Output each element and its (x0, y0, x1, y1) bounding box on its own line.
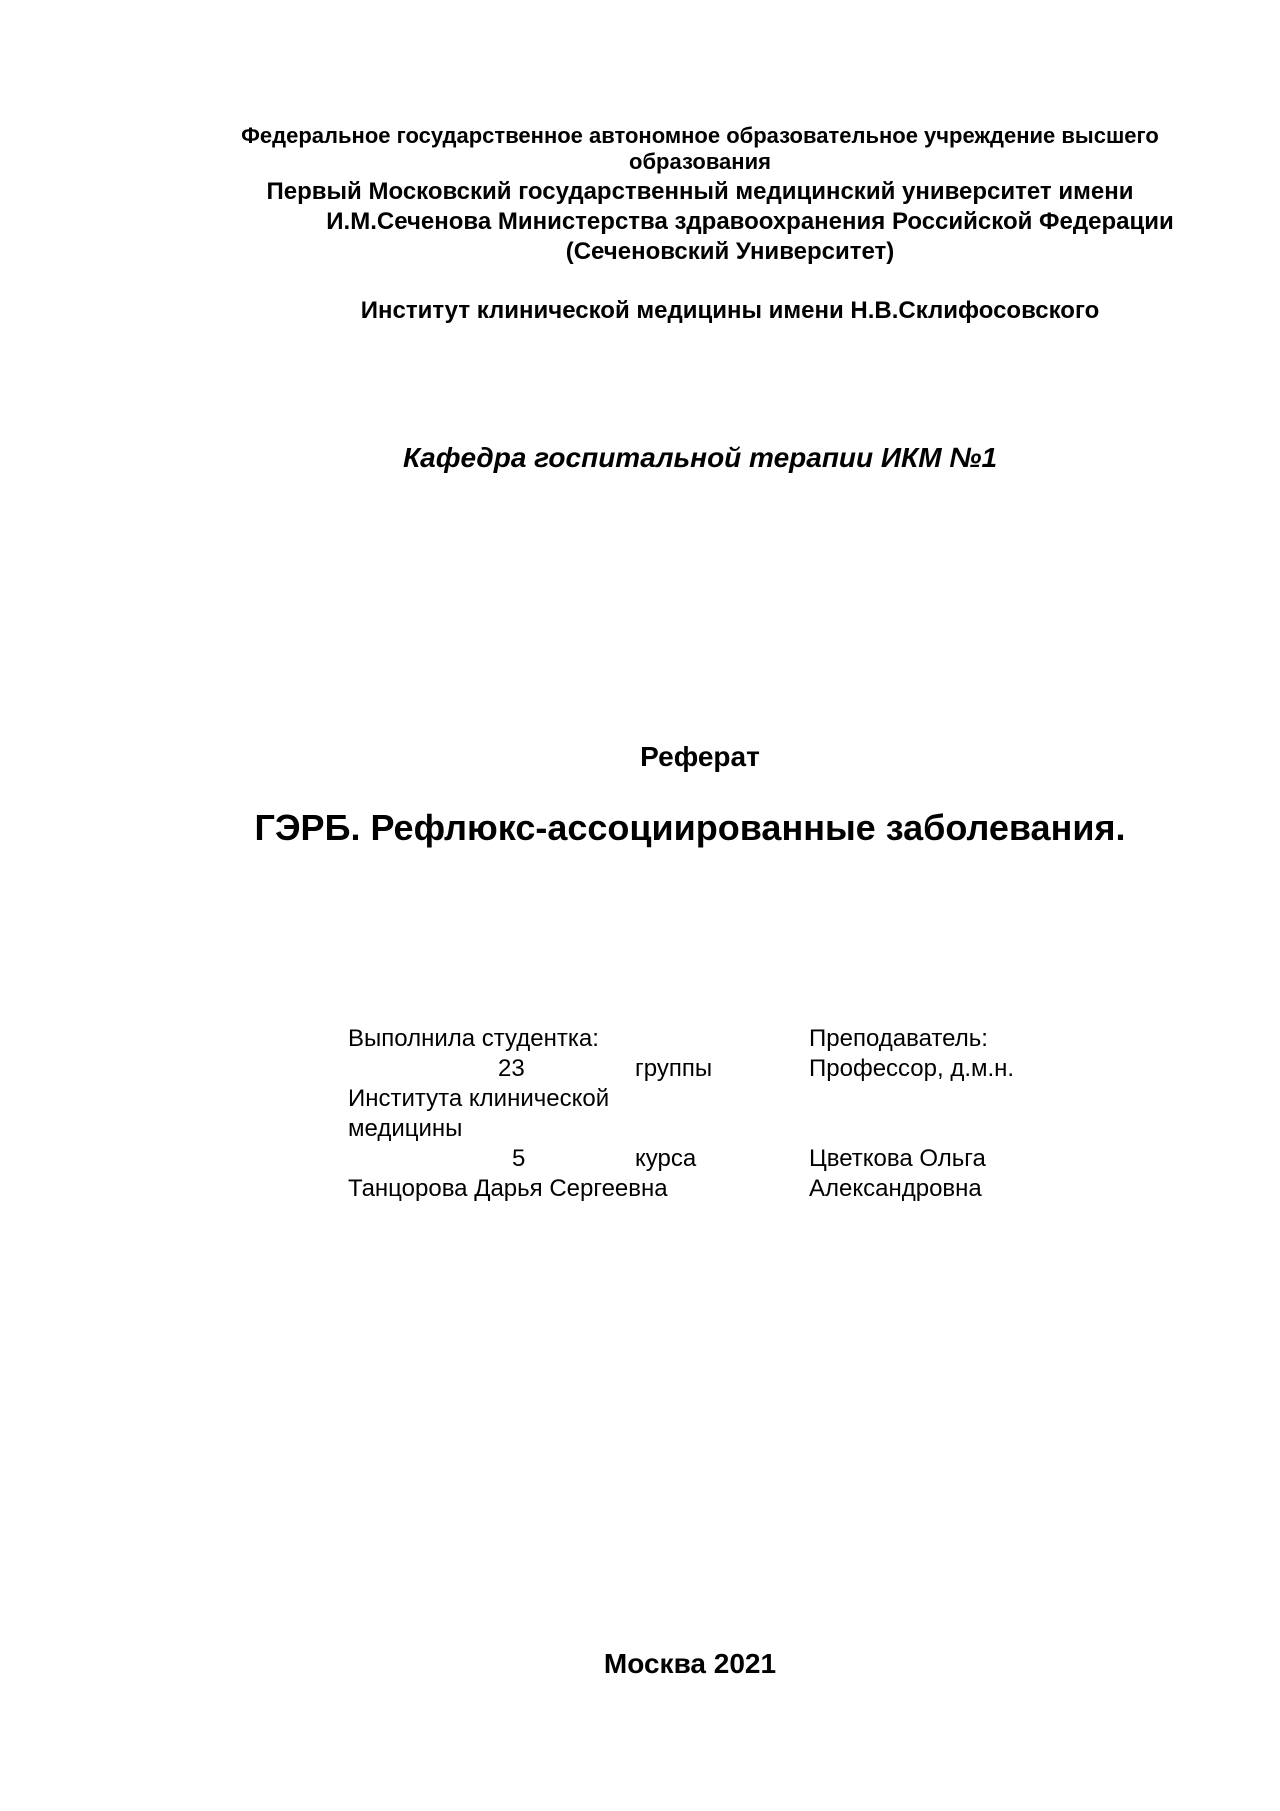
teacher-name-line-1: Цветкова Ольга (809, 1145, 986, 1172)
header-line-2: образования (629, 149, 771, 174)
teacher-name-line-2: Александровна (809, 1175, 982, 1202)
department-name: Кафедра госпитальной терапии ИКМ №1 (402, 442, 998, 473)
student-group-number: 23 (498, 1055, 525, 1082)
teacher-heading: Преподаватель: (809, 1025, 988, 1052)
teacher-position: Профессор, д.м.н. (809, 1055, 1015, 1082)
university-line-1: Первый Московский государственный медицинский университет имени (266, 178, 1134, 205)
city-year: Москва 2021 (603, 1648, 777, 1679)
document-type: Реферат (640, 741, 760, 772)
university-line-2: И.М.Сеченова Министерства здравоохранения Российской Федерации (326, 208, 1174, 235)
header-line-1: Федеральное государственное автономное образовательное учреждение высшего (241, 123, 1159, 148)
document-title: ГЭРБ. Рефлюкс-ассоциированные заболевания. (254, 807, 1126, 848)
student-heading: Выполнила студентка: (348, 1025, 599, 1052)
student-group-label: группы (635, 1055, 713, 1082)
student-course-label: курса (635, 1145, 697, 1172)
university-line-3: (Сеченовский Университет) (565, 238, 895, 265)
student-course-number: 5 (512, 1145, 526, 1172)
student-name: Танцорова Дарья Сергеевна (348, 1175, 668, 1202)
student-institute-line-1: Института клинической (348, 1085, 610, 1112)
student-institute-line-2: медицины (348, 1115, 463, 1142)
institute-name: Институт клинической медицины имени Н.В.Склифосовского (360, 297, 1100, 324)
